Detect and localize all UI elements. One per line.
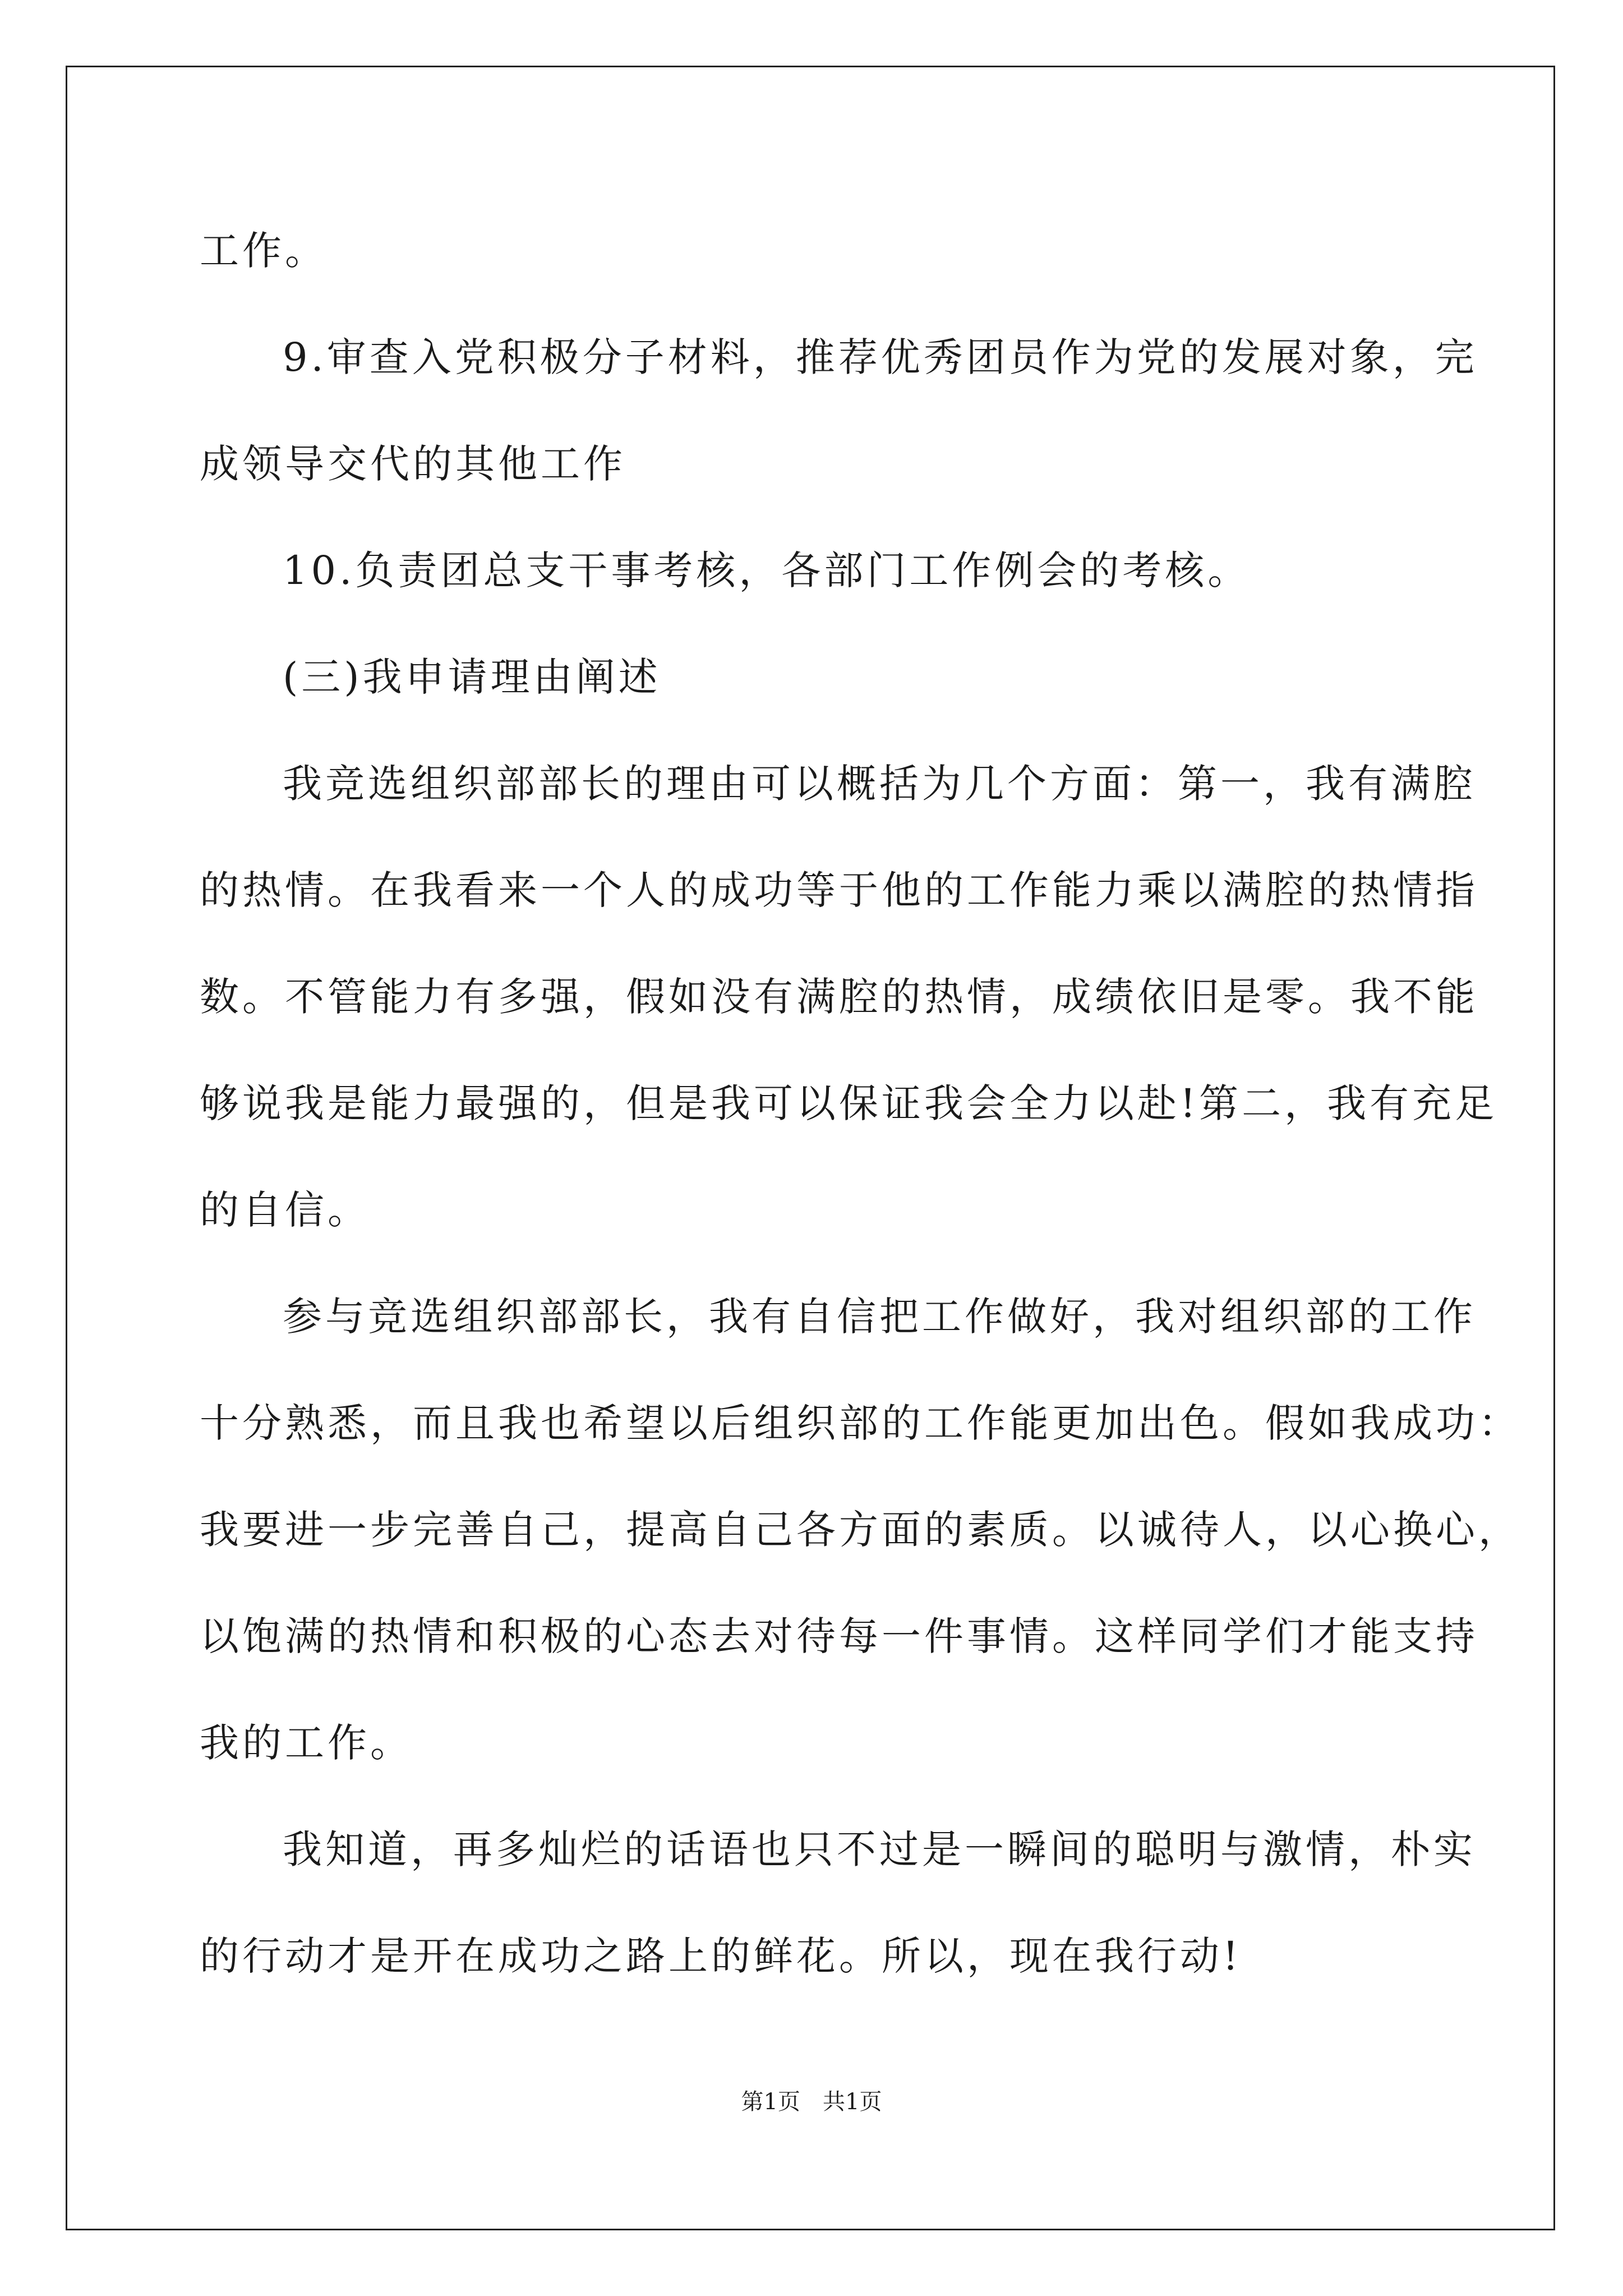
text-line: 我的工作。	[200, 1720, 413, 1766]
text-line: 的热情。在我看来一个人的成功等于他的工作能力乘以满腔的热情指	[200, 867, 1478, 913]
text-line: 以饱满的热情和积极的心态去对待每一件事情。这样同学们才能支持	[200, 1613, 1478, 1659]
section-heading: (三)我申请理由阐述	[283, 654, 661, 700]
text-line: 数。不管能力有多强，假如没有满腔的热情，成绩依旧是零。我不能	[200, 974, 1478, 1020]
text-line: 我竞选组织部部长的理由可以概括为几个方面：第一，我有满腔	[283, 761, 1476, 807]
text-line: 工作。	[200, 228, 328, 274]
text-line: 我知道，再多灿烂的话语也只不过是一瞬间的聪明与激情，朴实	[283, 1826, 1476, 1872]
text-line: 我要进一步完善自己，提高自己各方面的素质。以诚待人，以心换心，	[200, 1507, 1521, 1553]
text-line: 10.负责团总支干事考核，各部门工作例会的考核。	[283, 547, 1251, 593]
text-line: 够说我是能力最强的，但是我可以保证我会全力以赴!第二，我有充足	[200, 1080, 1498, 1126]
text-line: 的自信。	[200, 1187, 370, 1233]
page-number: 第1页 共1页	[741, 2089, 882, 2115]
text-line: 参与竞选组织部部长，我有自信把工作做好，我对组织部的工作	[283, 1294, 1476, 1340]
text-line: 9.审查入党积极分子材料，推荐优秀团员作为党的发展对象，完	[283, 334, 1478, 380]
text-line: 成领导交代的其他工作	[200, 441, 626, 487]
text-line: 十分熟悉，而且我也希望以后组织部的工作能更加出色。假如我成功：	[200, 1400, 1521, 1446]
text-line: 的行动才是开在成功之路上的鲜花。所以，现在我行动!	[200, 1933, 1242, 1979]
page-border	[66, 66, 1555, 2230]
